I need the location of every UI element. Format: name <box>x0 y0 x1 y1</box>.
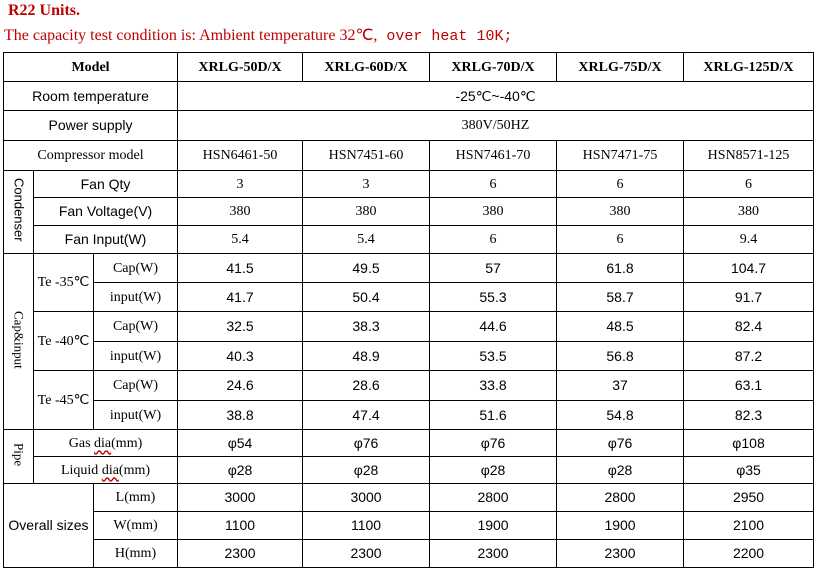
cap-value: 24.6 <box>178 371 303 401</box>
fan-voltage-row <box>4 198 814 226</box>
gas-dia-value: φ76 <box>303 430 430 457</box>
cap-value: 104.7 <box>684 254 814 283</box>
cap-value: 49.5 <box>303 254 430 283</box>
fan-voltage-value: 380 <box>178 198 303 226</box>
cap-value: 63.1 <box>684 371 814 401</box>
compressor-label: Compressor model <box>4 141 178 171</box>
input-value: 87.2 <box>684 342 814 371</box>
page-title: R22 Units. <box>8 2 81 19</box>
height-value: 2300 <box>303 540 430 568</box>
cap-value: 44.6 <box>430 312 557 342</box>
length-value: 2800 <box>557 484 684 512</box>
fan-voltage-value: 380 <box>557 198 684 226</box>
liquid-dia-value: φ28 <box>430 457 557 484</box>
width-value: 1900 <box>430 512 557 540</box>
cap-value: 28.6 <box>303 371 430 401</box>
input-label: input(W) <box>94 401 178 430</box>
fan-qty-value: 6 <box>684 171 814 198</box>
width-value: 1100 <box>178 512 303 540</box>
power-supply-value: 380V/50HZ <box>178 111 814 141</box>
liquid-dia-label-unit: (mm) <box>118 462 151 478</box>
input-label: input(W) <box>94 283 178 312</box>
length-label: L(mm) <box>94 484 178 512</box>
height-label: H(mm) <box>94 540 178 568</box>
cap-value: 57 <box>430 254 557 283</box>
input-value: 55.3 <box>430 283 557 312</box>
fan-input-value: 9.4 <box>684 226 814 254</box>
fan-input-row <box>4 226 814 254</box>
cap-value: 48.5 <box>557 312 684 342</box>
input-value: 82.3 <box>684 401 814 430</box>
gas-dia-value: φ54 <box>178 430 303 457</box>
input-value: 50.4 <box>303 283 430 312</box>
model-name: XRLG-60D/X <box>303 53 430 82</box>
input-value: 58.7 <box>557 283 684 312</box>
fan-voltage-value: 380 <box>303 198 430 226</box>
width-label: W(mm) <box>94 512 178 540</box>
te-label: Te -45℃ <box>34 371 94 430</box>
gas-dia-label <box>34 430 178 457</box>
width-value: 2100 <box>684 512 814 540</box>
cap-value: 37 <box>557 371 684 401</box>
fan-input-value: 5.4 <box>303 226 430 254</box>
fan-qty-value: 6 <box>557 171 684 198</box>
fan-qty-value: 3 <box>178 171 303 198</box>
input-value: 41.7 <box>178 283 303 312</box>
test-condition-text: The capacity test condition is: Ambient temperature 32℃, <box>4 27 378 44</box>
cap-row <box>4 371 814 401</box>
cap-value: 41.5 <box>178 254 303 283</box>
room-temperature-row <box>4 82 814 111</box>
height-value: 2200 <box>684 540 814 568</box>
model-row <box>4 53 814 82</box>
fan-input-value: 6 <box>430 226 557 254</box>
condenser-label: Condenser <box>11 178 27 242</box>
fan-qty-value: 6 <box>430 171 557 198</box>
liquid-dia-label-text: Liquid <box>60 462 102 478</box>
liquid-dia-value: φ28 <box>178 457 303 484</box>
gas-dia-value: φ108 <box>684 430 814 457</box>
height-value: 2300 <box>430 540 557 568</box>
cap-row <box>4 312 814 342</box>
liquid-dia-value: φ28 <box>557 457 684 484</box>
fan-voltage-value: 380 <box>430 198 557 226</box>
overall-sizes-label: Overall sizes <box>4 484 94 568</box>
width-value: 1100 <box>303 512 430 540</box>
height-value: 2300 <box>557 540 684 568</box>
liquid-dia-label <box>34 457 178 484</box>
compressor-value: HSN7471-75 <box>557 141 684 171</box>
input-row <box>4 283 814 312</box>
input-value: 47.4 <box>303 401 430 430</box>
length-value: 3000 <box>303 484 430 512</box>
fan-qty-value: 3 <box>303 171 430 198</box>
input-value: 53.5 <box>430 342 557 371</box>
room-temperature-value: -25℃~-40℃ <box>178 82 814 111</box>
input-row <box>4 342 814 371</box>
liquid-dia-row <box>4 457 814 484</box>
input-value: 56.8 <box>557 342 684 371</box>
model-name: XRLG-75D/X <box>557 53 684 82</box>
spec-table <box>3 52 814 568</box>
model-name: XRLG-125D/X <box>684 53 814 82</box>
cap-value: 38.3 <box>303 312 430 342</box>
gas-dia-label-unit: (mm) <box>111 435 143 451</box>
cap-label: Cap(W) <box>94 312 178 342</box>
input-value: 40.3 <box>178 342 303 371</box>
liquid-dia-value: φ35 <box>684 457 814 484</box>
input-value: 38.8 <box>178 401 303 430</box>
gas-dia-row <box>4 430 814 457</box>
liquid-dia-label-abbrev: dia <box>101 462 119 478</box>
width-row <box>4 512 814 540</box>
fan-input-value: 6 <box>557 226 684 254</box>
cap-row <box>4 254 814 283</box>
gas-dia-value: φ76 <box>557 430 684 457</box>
test-condition <box>4 25 512 45</box>
model-name: XRLG-70D/X <box>430 53 557 82</box>
gas-dia-value: φ76 <box>430 430 557 457</box>
cap-label: Cap(W) <box>94 371 178 401</box>
te-label: Te -35℃ <box>34 254 94 312</box>
fan-input-label: Fan Input(W) <box>34 226 178 254</box>
length-value: 3000 <box>178 484 303 512</box>
length-value: 2800 <box>430 484 557 512</box>
cap-value: 32.5 <box>178 312 303 342</box>
fan-voltage-value: 380 <box>684 198 814 226</box>
input-row <box>4 401 814 430</box>
cap-label: Cap(W) <box>94 254 178 283</box>
width-value: 1900 <box>557 512 684 540</box>
condenser-label-cell <box>4 171 34 254</box>
compressor-row <box>4 141 814 171</box>
test-condition-superheat: over heat 10K; <box>377 28 513 45</box>
fan-input-value: 5.4 <box>178 226 303 254</box>
cap-value: 61.8 <box>557 254 684 283</box>
gas-dia-label-abbrev: dia <box>94 435 112 451</box>
power-supply-label: Power supply <box>4 111 178 141</box>
pipe-label-cell <box>4 430 34 484</box>
compressor-value: HSN8571-125 <box>684 141 814 171</box>
gas-dia-label-text: Gas <box>68 435 95 451</box>
height-value: 2300 <box>178 540 303 568</box>
model-label: Model <box>4 53 178 82</box>
height-row <box>4 540 814 568</box>
length-value: 2950 <box>684 484 814 512</box>
model-name: XRLG-50D/X <box>178 53 303 82</box>
cap-value: 82.4 <box>684 312 814 342</box>
input-value: 54.8 <box>557 401 684 430</box>
cap-input-label: Cap&input <box>11 310 27 369</box>
compressor-value: HSN7451-60 <box>303 141 430 171</box>
input-value: 48.9 <box>303 342 430 371</box>
liquid-dia-value: φ28 <box>303 457 430 484</box>
te-label: Te -40℃ <box>34 312 94 371</box>
fan-qty-row <box>4 171 814 198</box>
room-temperature-label: Room temperature <box>4 82 178 111</box>
input-value: 51.6 <box>430 401 557 430</box>
pipe-label: Pipe <box>11 442 27 467</box>
fan-qty-label: Fan Qty <box>34 171 178 198</box>
compressor-value: HSN6461-50 <box>178 141 303 171</box>
cap-value: 33.8 <box>430 371 557 401</box>
input-label: input(W) <box>94 342 178 371</box>
power-supply-row <box>4 111 814 141</box>
compressor-value: HSN7461-70 <box>430 141 557 171</box>
fan-voltage-label: Fan Voltage(V) <box>34 198 178 226</box>
length-row <box>4 484 814 512</box>
input-value: 91.7 <box>684 283 814 312</box>
cap-input-label-cell <box>4 254 34 430</box>
